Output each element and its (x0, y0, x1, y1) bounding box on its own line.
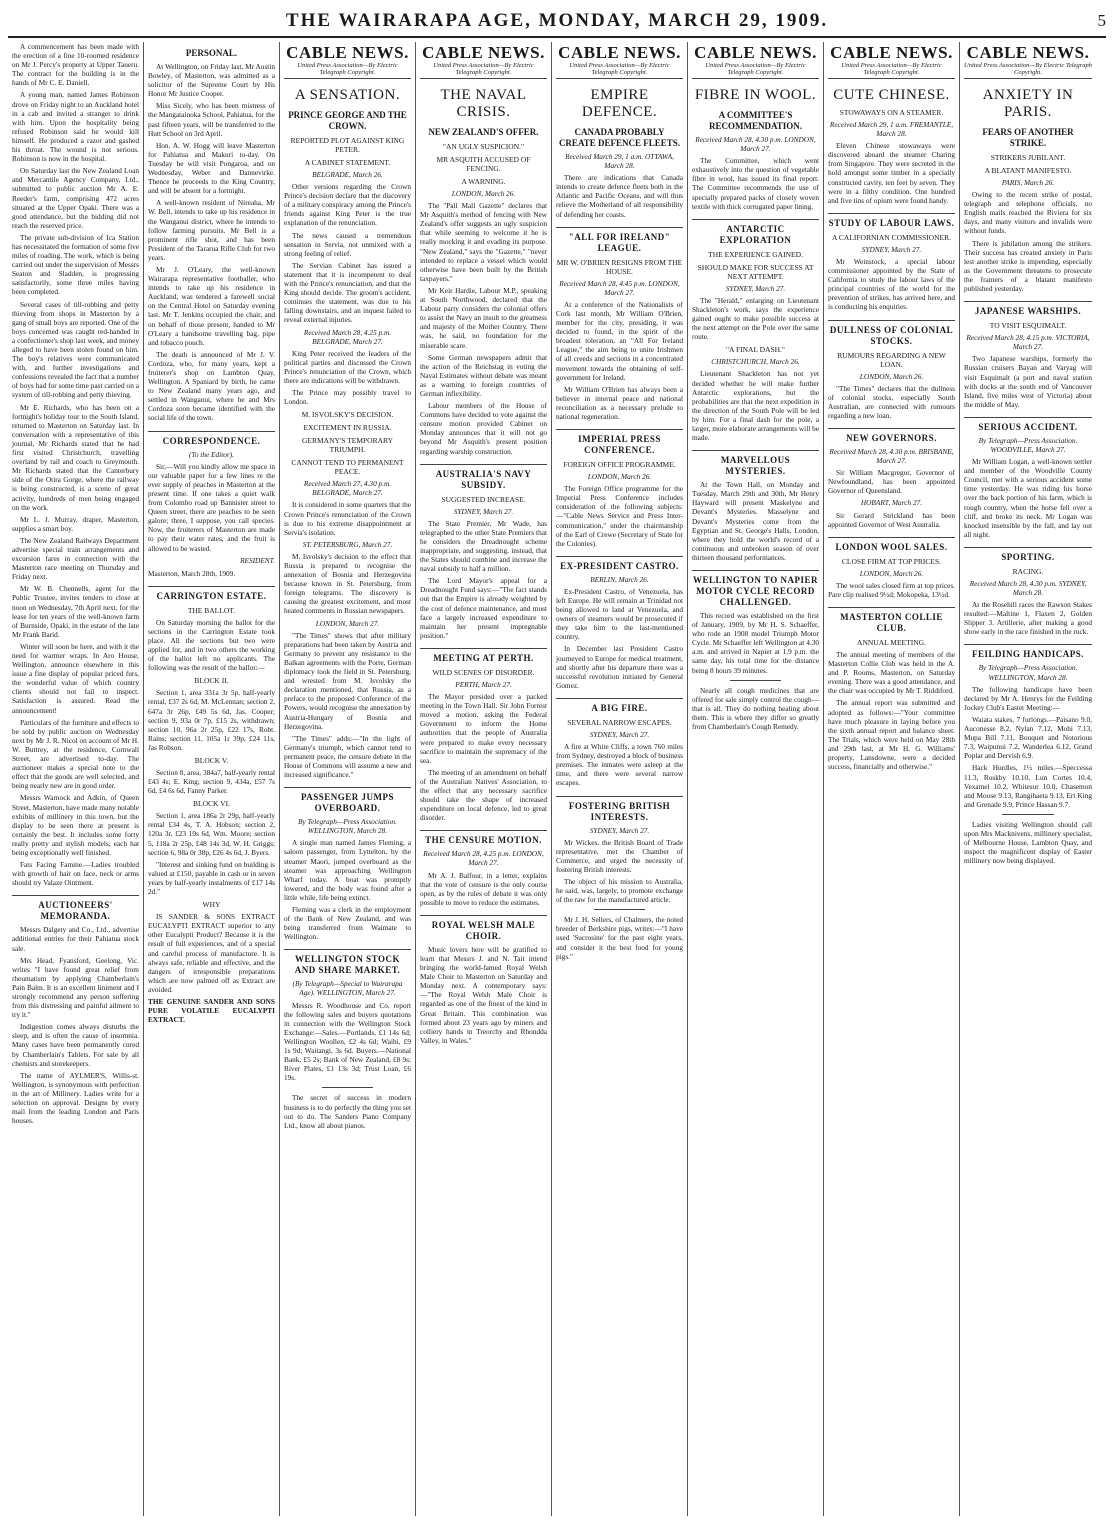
paragraph: The "Pall Mall Gazette" declares that Mr Asquith's method of fencing with New Zealand's offer suggests an ugly suspicion that while seeming to welcome it he is really mocking it and evading its purpose. "New Zealand," says the "Gazette," "never intended to replace a vessel which would otherwise have been built by the British taxpayers." (420, 201, 547, 283)
cable-news-heading: CABLE NEWS. (558, 43, 681, 62)
paragraph: Mr Wickes, the British Board of Trade representative, met the Chamber of Commerce, and urged the necessity of fostering British interests. (556, 837, 683, 874)
section-heading: "ALL FOR IRELAND" LEAGUE. (556, 227, 683, 254)
paragraph: There are indications that Canada intends to create defence fleets both in the Atlantic and Pacific Oceans, and will thus relieve the Motherland of all responsibility of defending her coasts. (556, 173, 683, 219)
section-heading: NEW GOVERNORS. (828, 428, 955, 444)
paragraph: Section 8, area, 384a7, half-yearly rental £43 4s; E. King; section 9, 434a, £57 7s 6d, £4 6s 6d, Fanny Parker. (148, 768, 275, 796)
paragraph: Winter will soon be here, and with it the need for warmer wraps. In Aro House, Wellington, announce elsewhere in this issue a fine display of popular priced furs, the wonderful value of which country clients should not fail to inspect. Satisfaction is assured. Read the announcement! (12, 641, 139, 715)
subheading: PRINCE GEORGE AND THE CROWN. (288, 110, 407, 131)
dateline: LONDON, March 26. (587, 472, 652, 482)
subheading: FEARS OF ANOTHER STRIKE. (982, 127, 1074, 148)
dateline: LONDON, March 27. (315, 618, 380, 628)
article-headline: A SENSATION. (294, 87, 401, 103)
section-heading: AUCTIONEERS' MEMORANDA. (12, 895, 139, 922)
paragraph: Eleven Chinese stowaways were discovered aboard the steamer Charing from Singapore. They were secreted in the hold amongst some timber in a specially constructed cavity, ten feet by seven. They were in a filthy condition. One hundred and five tins of opium were found handy. (828, 141, 955, 205)
paragraph: The New Zealand Railways Department advertise special train arrangements and excursion fares in connection with the Masterton race meeting on Thursday and Friday next. (12, 535, 139, 582)
dateline: PARIS, March 26. (1001, 178, 1055, 187)
paragraph: It is considered in some quarters that the Crown Prince's renunciation of the Crown is due to his extreme disappointment at Servia's isolation. (284, 500, 411, 537)
paragraph: Lieutenant Shackleton has not yet decided whether he will make further Antarctic explorations, but the probabilities are that the next expedition in the direction of the South Pole will be led by him. For a final dash for the pole, a larger, more elaborate arrangements will be made. (692, 369, 819, 443)
divider (1002, 814, 1053, 815)
section-heading: LONDON WOOL SALES. (828, 537, 955, 553)
paragraph: The Prince may possibly travel to London. (284, 388, 411, 407)
paragraph: IS SANDER & SONS EXTRACT EUCALYPTI EXTRACT superior to any other Eucalypti Product? Because it is the result of full experiences, and of a special and careful process of manufacture. It is always safe, reliable and effective, and the dangers of irresponsible preparations which are now palmed off as Extract are avoided. (148, 912, 275, 994)
paragraph: M. Isvolsky's decision to the effect that Russia is prepared to recognise the annexation of Bosnia and Herzegovina because known in St. Petersburg, from foreign telegrams. The discovery is causing the greatest excitement, and most heated comments in Russian newspapers. (284, 551, 411, 616)
dateline: Received March 28, 4.30 p.m. BRISBANE, March 27. (829, 446, 954, 466)
divider (594, 909, 645, 910)
paragraph: The Mayor presided over a packed meeting in the Town Hall. Sir John Forrest moved a motion, asking the Federal Government to inform the Home authorities that the people of Australia were prepared to make every necessary sacrifice to maintain the supremacy of the sea. (420, 692, 547, 765)
paragraph: The annual meeting of members of the Masterton Collie Club was held in the A. and P. Rooms, Masterton, on Saturday evening. There was a good attendance, and the chair was occupied by Mr T. Riddiford. (828, 650, 955, 696)
paragraph: The secret of success in modern business is to do perfectly the thing you set out to do. The Sanders Piano Company Ltd., know all about pianos. (284, 1093, 411, 1130)
advert-line: THE GENUINE SANDER AND SONS PURE VOLATILE EUCALYPTI EXTRACT. (148, 996, 275, 1025)
paragraph: At the Town Hall, on Monday and Tuesday, March 29th and 30th, Mr Henry Hayward will present Maskelyne and Devant's Mysteries. Masselyne and Devant's Mysteries come from the Egyptian and St. George's Halls, London, where they hold the world's record of a continuous and unbroken season of over thirteen thousand performances. (692, 480, 819, 562)
page-number: 5 (1097, 11, 1106, 30)
paragraph: Other versions regarding the Crown Prince's decision declare that the discovery of a military conspiracy among the Prince's friends against King Peter is the true explanation of the renunciation. (284, 182, 411, 228)
dateline: Received March 28, 4.30 p.m. LONDON, March 27. (695, 135, 816, 154)
dateline: BELGRADE, March 26. (312, 170, 383, 179)
subheading: A CALIFORNIAN COMMISSIONER. (832, 232, 951, 242)
subheading: SUGGESTED INCREASE. (441, 494, 526, 504)
cable-news-heading: CABLE NEWS. (694, 43, 817, 62)
column-local-news (8, 42, 144, 1516)
paragraph: Sir Gerard Strickland has been appointed Governor of West Australia. (828, 510, 955, 529)
paragraph: The Lord Mayor's appeal for a Dreadnought Fund says:—"The fact stands out that the Empire is already weighted by the cost of defence maintenance, and must face a largely increased expenditure to maintain her present impregnable position." (420, 576, 547, 640)
dateline: Received March 29, 1 a.m. OTTAWA, March 28. (565, 152, 674, 171)
section-heading: FOSTERING BRITISH INTERESTS. (556, 796, 683, 823)
paragraph: Mrs Head, Fyansford, Geelong, Vic. writes "I have found great relief from rheumatism by applying Chamberlain's Pain Balm. It is an excellent liniment and I strongly recommend any person suffering from this distressing and painful ailment to try it." (12, 955, 139, 1020)
paragraph: Mr William Logan, a well-known settler and member of the Woodville County Council, met with a serious accident some time yesterday. He was riding his horse over the back portion of his farm, which is rough country, when the horse fell over a cliff, and broke its neck. Mr Logan was knocked insensible by the fall, and lay out all night. (964, 457, 1092, 539)
divider (322, 1087, 373, 1088)
dateline: LONDON, March 26. (859, 371, 924, 381)
section-heading: SPORTING. (964, 547, 1092, 563)
copyright-line: United Press Association—By Electric Telegraph Copyright. (964, 62, 1092, 79)
dateline: By Telegraph—Press Association. WELLINGTON, March 28. (978, 663, 1078, 682)
subheading: SHOULD MAKE FOR SUCCESS AT NEXT ATTEMPT. (697, 262, 814, 281)
paragraph: The name of AYLMER'S, Willis-st. Wellington, is synonymous with perfection in the art of Millinery. Ladies write for a selection on approval. Designs by every mail from the leading London and Paris houses. (12, 1070, 139, 1126)
subheading: GERMANY'S TEMPORARY TRIUMPH. (301, 436, 394, 455)
paragraph: Mr L. J. Murray, draper, Masterton, supplies a smart boy. (12, 514, 139, 533)
dateline: LONDON, March 26. (451, 189, 516, 198)
subheading: "A FINAL DASH." (726, 345, 785, 355)
subheading: STOWAWAYS ON A STEAMER. (839, 108, 944, 117)
dateline: Received March 28, 4.25 p.m. BELGRADE, March 27. (303, 327, 392, 346)
dateline: By Telegraph—Press Association. WELLINGTON, March 28. (298, 817, 397, 836)
section-heading: DULLNESS OF COLONIAL STOCKS. (828, 320, 955, 347)
paragraph: The Servian Cabinet has issued a statement that it is incompetent to deal with the Prince's renunciation, and that the King should decide. The groom's accident, continues the statement, was due to his falling downstairs, and an inquest failed to reveal external injuries. (284, 260, 411, 325)
section-heading: IMPERIAL PRESS CONFERENCE. (556, 429, 683, 456)
paragraph: Several cases of till-robbing and petty thieving from shops in Masterton by a gang of small boys are reported. One of the boys concerned was caught red-handed in a confectioner's shop last week, and money alleged to have been stolen found on him. The boy's relatives were communicated with, and further investigations and confessions revealed the fact that a number of boys had for some time past carried on a system of till-robbing and petty thieving. (12, 299, 139, 400)
section-heading: MASTERTON COLLIE CLUB. (828, 607, 955, 634)
section-heading: PASSENGER JUMPS OVERBOARD. (284, 787, 411, 814)
paragraph: Mr A. J. Balfour, in a letter, explains that the vote of censure is the only course open, as by the rules of debate it was only possible to move to reduce the estimates. (420, 870, 547, 907)
paragraph: At the Rosehill races the Rawson Stakes resulted:—Maltine 1, Flaxen 2, Golden Slipper 3. Artillerie, after making a good show early in the race finished in the ruck. (964, 600, 1092, 637)
paragraph: Section 1, area 331a 3r 5p, half-yearly rental, £37 2s 6d, M. McLennan; section 2, 647a 3r 26p, £49 5s 6d, Jas. Cooper; section 9, 93a 0r 7p, £15 2s, withdrawn; section 10, 96a 2r 25p, £22 17s, Robt. Rains; section 11, 105a 1r 39p, £24 11s, Jas Robson. (148, 688, 275, 752)
paragraph: The State Premier, Mr Wade, has telegraphed to the other State Premiers that he considers the Dreadnought scheme inappropriate, and suggesting, instead, that the States should combine and increase the naval subsidy to half a million. (420, 518, 547, 574)
dateline: (By Telegraph—Special to Wairarapa Age). WELLINGTON, March 27. (292, 979, 403, 998)
subheading: BLOCK V. (194, 756, 229, 765)
dateline: PERTH, March 27. (455, 679, 512, 689)
article-headline: ANXIETY IN PARIS. (982, 87, 1074, 120)
paragraph: Mr E. Richards, who has been on a fortnight's holiday tour to the South Island, returned to Masterton on Saturday last. In conversation with a representative of this journal, Mr Richards stated that he had first visited Christchurch, travelling overland by rail and coach to Greymouth. Mr Richards stated that the Canterbury side of the Otira Gorge, where the railway is being constructed, is a scene of great activity, hundreds of men being engaged on the work. (12, 402, 139, 512)
section-heading: CARRINGTON ESTATE. (148, 586, 275, 602)
paragraph: Particulars of the furniture and effects to be sold by public auction on Wednesday next by Mr J. R. Nicol on account of Mr H. W. Buttrey, at the residence, Cornwall Street, are advertised to-day. The auctioneer makes a special note to the effect that the goods are well selected, and being nearly new are in good order. (12, 717, 139, 791)
dateline: Masterton, March 28th, 1909. (148, 568, 236, 578)
copyright-line: United Press Association—By Electric Telegraph Copyright. (828, 62, 955, 79)
paragraph: The news caused a tremendous sensation in Servia, not unmixed with a strong feeling of relief. (284, 230, 411, 258)
masthead (8, 6, 1106, 38)
dateline: SYDNEY, March 27. (589, 825, 650, 835)
paragraph: Messrs Warnock and Adkin, of Queen Street, Masterton, have made many notable exhibits of millinery in this town, but the display to be seen there at present is certainly the best. It includes some forty really pretty and stylish models, each hat being exceptionally well finished. (12, 793, 139, 857)
paragraph: "The Times" declares that the dullness of colonial stocks, especially South Australian, are connected with rumours regarding a new loan. (828, 383, 955, 420)
section-heading: PERSONAL. (185, 48, 238, 58)
dateline: Received March 28, 4.25 p.m. LONDON, March 27. (423, 849, 544, 868)
paragraph: Mr Weinstock, a special labour commissioner appointed by the State of California to study the labour laws of the principal countries of the world for the prevention of strikes, has arrived here, and is conducting his enquiries. (828, 256, 955, 312)
dateline: LONDON, March 26. (859, 568, 924, 578)
paragraph: Section 1, area 186a 2r 29p, half-yearly rental £34 4s, T. A. Hobson; section 2, 120a 3r, £23 19s 6d, Wm. Moore; section 5, 118a 2r 25p, £48 14s 3d, W. H. Griggs; section 6, 98a 0r 38p, £26 4s 6d, J. Byers. (148, 811, 275, 857)
dateline: SYDNEY, March 27. (589, 729, 650, 739)
dateline: BERLIN, March 26. (590, 574, 649, 584)
subheading: NEW ZEALAND'S OFFER. (428, 127, 539, 137)
paragraph: Messrs Dalgety and Co., Ltd., advertise additional entries for their Pahiatua stock sale. (12, 925, 139, 953)
section-heading: STUDY OF LABOUR LAWS. (828, 213, 955, 229)
subheading: FOREIGN OFFICE PROGRAMME. (563, 460, 676, 470)
article-headline: THE NAVAL CRISIS. (440, 87, 527, 120)
article-headline: FIBRE IN WOOL. (694, 87, 817, 103)
subheading: BLOCK VI. (193, 799, 230, 809)
copyright-line: United Press Association—By Electric Telegraph Copyright. (284, 62, 411, 79)
dateline: CHRISTCHURCH, March 26. (711, 357, 800, 367)
newspaper-title: THE WAIRARAPA AGE, MONDAY, MARCH 29, 1909. (285, 10, 829, 31)
section-heading: SERIOUS ACCIDENT. (964, 417, 1092, 433)
paragraph: This record was established on the first of January, 1909, by Mr H. S. Schaeffer, who rode an 1908 model Triumph Motor Cycle. Mr Schaeffer left Wellington at 4.30 a.m. and arrived in Napier at 1.9 p.m. the same day, his total time for the distance being 8 hours 39 minutes. (692, 611, 819, 675)
paragraph: The wool sales closed firm at top prices. Pare clip realised 9½d; Mokopeka, 13½d. (828, 580, 955, 599)
paragraph: Mr J. O'Leary, the well-known Wairarapa representative footballer, who intends to take up his residence in Auckland, was tendered a farewell social on the Central Hotel on Saturday evening last. Mr T. Jenkins occupied the chair, and on behalf of those present, handed to Mr O'Leary a handsome travelling bag, pipe and tobacco pouch. (148, 264, 275, 347)
paragraph: Mr William O'Brien has always been a believer in internal peace and national reconciliation as a necessary prelude to national regeneration. (556, 384, 683, 421)
paragraph: In December last President Castro journeyed to Europe for medical treatment, and shortly after his departure there was a successful revolution initiated by General Gomez. (556, 644, 683, 690)
paragraph: "Interest and sinking fund on building is valued at £150, payable in cash or in seven years by half-yearly instalments of £17 14s 2d." (148, 859, 275, 897)
paragraph: The object of his mission to Australia, he said, was, largely, to promote exchange of the raw for the manufactured article. (556, 876, 683, 905)
paragraph: Owing to the recent strike of postal, telegraph and telephone officials, no English mails reached the Riviera for six days, and many visitors and invalids were without funds. (964, 190, 1092, 236)
dateline: Received March 28, 4.15 p.m. VICTORIA, March 27. (966, 333, 1090, 352)
dateline: Received March 28, 4.30 p.m. SYDNEY, March 28. (969, 578, 1087, 597)
paragraph: Fleming was a clerk in the employment of the Bank of New Zealand, and was being transferred from Waimate to Wellington. (284, 905, 411, 942)
signature: RESIDENT. (240, 555, 275, 565)
section-heading: THE CENSURE MOTION. (420, 830, 547, 846)
cable-news-heading: CABLE NEWS. (830, 43, 953, 62)
paragraph: The private sub-division of Ica Station has necessitated the formation of some five miles of roading. The work, which is being carried out under the supervision of Messrs Seaton and Sladden, is progressing satisfactorily, some three miles having been completed. (12, 232, 139, 297)
paragraph: Ladies visiting Wellington should call upon Mrs Macknivens, millinery specialist, of Melbourne House, Lambton Quay, and inspect the magnificent display of Easter millinery now being displayed. (964, 819, 1092, 866)
subheading: CANADA PROBABLY CREATE DEFENCE FLEETS. (558, 127, 681, 148)
section-heading: WELLINGTON TO NAPIER MOTOR CYCLE RECORD CHALLENGED. (692, 570, 819, 608)
paragraph: Messrs R. Woodhouse and Co. report the following sales and buyers quotations in connection with the Wellington Stock Exchange:—Sales.—Portlands, £1 14s 6d; Wellington Woollen, £2 4s 6d; Waihi, £9 1s 9d; Waitangi, 3s 6d. Buyers.—National Bank, £5 2s; Bank of New Zealand, £8 9s; River Plates, £1 13s 3d; Trust Loan, £6 19s. (284, 1000, 411, 1083)
subheading: TO VISIT ESQUIMALT. (989, 321, 1067, 331)
paragraph: The meeting of an amendment on behalf of the Australian Natives' Association, to the effect that any necessary sacrifice should take the shape of increased expenditure on local defence, led to great disorder. (420, 767, 547, 823)
subheading: THE BALLOT. (187, 605, 236, 615)
subheading: MR W. O'BRIEN RESIGNS FROM THE HOUSE. (556, 257, 683, 276)
paragraph: A fire at White Cliffs, a town 760 miles from Sydney, destroyed a block of business premises. The inmates were asleep at the time, and there were several narrow escapes. (556, 742, 683, 788)
subheading: MR ASQUITH ACCUSED OF FENCING. (436, 155, 531, 173)
section-heading: AUSTRALIA'S NAVY SUBSIDY. (420, 464, 547, 491)
column-cable-chinese (824, 42, 960, 1516)
paragraph: Waiata stakes, 7 furlongs.—Paisano 9.0, Auconesse 8.2, Nylan 7.12, Mohi 7.13, Mupa Bill 7.11, Bouquet and Notorious 7.3, Waipunui 7.2, Wanderlea 6.12, Grand Poplar and Dervish 6.9. (964, 714, 1092, 761)
section-heading: JAPANESE WARSHIPS. (964, 301, 1092, 317)
paragraph: The following handicaps have been declared by Mr A. Henrys for the Feilding Jockey Club's Easter Meeting:— (964, 684, 1092, 712)
subheading: CLOSE FIRM AT TOP PRICES. (841, 556, 942, 566)
paragraph: A young man, named James Robinson drove on Friday night to an Auckland hotel in a cab and invited a stranger to drink with him. Upon the hospitality being refused Robinson said he would kill himself. He produced a razor and gashed his throat. The wound is not serious. Robinson is now in the hospital. (12, 90, 139, 164)
cable-news-heading: CABLE NEWS. (286, 43, 409, 62)
paragraph: Ex-President Castro, of Venezuela, has left Europe. He will remain at Trinidad not being allowed to land at Venezuela, and owners of steamers would be prosecuted if they take him to the last-mentioned country. (556, 586, 683, 642)
paragraph: The annual report was submitted and adopted as follows:—"Your committee have much pleasure in laying before you the sixth annual report and balance sheet. The Trials, which were held on May 28th and 29th last, at Mr H. G. Williams' property, Lansdowne, were a decided success, financially and otherwise." (828, 698, 955, 772)
paragraph: Sir,—Will you kindly allow me space in our valuable paper for a few lines re the ever supply of peaches in Masterton at the present time. If one takes a quiet walk from Colombo road up Bannister street to Queen street, there are peaches to be seen galore; three, I suppose, you call species. Now, the fruiterers of Masterton are made to pay their water rates, and the fruit is allowed to be wasted. (148, 461, 275, 553)
dateline: SYDNEY, March 27. (453, 506, 514, 516)
subheading: A COMMITTEE'S RECOMMENDATION. (708, 110, 803, 131)
section-heading: MEETING AT PERTH. (420, 648, 547, 664)
cable-news-heading: CABLE NEWS. (422, 43, 545, 62)
subheading: "AN UGLY SUSPICION." (442, 142, 525, 151)
paragraph: Hon. A. W. Hogg will leave Masterton for Pahiatua and Makuri to-day. On Tuesday he will visit Pongaroa, and on Wednesday, Weber and Dannevirke. Thence he proceeds to the King Country, and will be absent for a fortnight. (148, 140, 275, 196)
paragraph: "The Times" shows that after military preparations had been taken by Austria and Germany to prevent any resistance to the Balkan agreements with the Porte, German diplomacy took the field in St. Petersburg, and wrested from M. Isvolsky the declaration mentioned, that Russia, as a preface to the proposed Conference of the Powers, would recognise the annexation by Austria-Hungary of Bosnia and Herzegovina. (284, 630, 411, 731)
subheading: EXCITEMENT IN RUSSIA. (303, 423, 392, 433)
paragraph: Two Japanese warships, formerly the Russian cruisers Bayan and Varyag will visit Esquimalt (a port and naval station with docks at the south end of Vancouver Island, five miles west of Victoria) about the middle of May. (964, 354, 1092, 409)
section-heading: FEILDING HANDICAPS. (964, 644, 1092, 660)
paragraph: Indigestion comes always disturbs the sleep, and is often the cause of insomnia. Many cases have been permanently cured by Chamberlain's Tablets. For sale by all chemists and storekeepers. (12, 1022, 139, 1068)
subheading: A CABINET STATEMENT. (304, 158, 391, 167)
paragraph: Labour members of the House of Commons have decided to vote against the censure motion provided Cabinet on Monday announces that it will not go beyond Mr Asquith's present position regarding warship construction. (420, 401, 547, 456)
subheading: SEVERAL NARROW ESCAPES. (567, 717, 672, 727)
column-cable-fibre (688, 42, 824, 1516)
subheading: REPORTED PLOT AGAINST KING PETER. (290, 136, 405, 154)
paragraph: A well-known resident of Nireaha, Mr W. Bell, intends to take up his residence in the Wanganui district, where he intends to follow farming pursuits. Mr Bell is a prominent rifle shot, and has been President of the Tararua Rifle Club for two years. (148, 198, 275, 262)
column-personal (144, 42, 280, 1516)
subheading: ANNUAL MEETING. (857, 638, 926, 647)
paragraph: Miss Sicely, who has been mistress of the Mangatainoka School, Pahiatua, for the past fifteen years, will be transferred to the Hutt School on 3rd April. (148, 101, 275, 138)
dateline: HOBART, March 27. (860, 498, 923, 508)
article-headline: CUTE CHINESE. (833, 87, 950, 103)
paragraph: Music lovers here will be gratified to learn that Messrs J. and N. Tait intend bringing the world-famed Royal Welsh Male Choir to Masterton on Saturday and Monday next. A contemporary says:—"The Royal Welsh Male Choir is regarded as one of the finest of the kind in Great Britain. This combination was formed about 23 years ago by miners and colliery hands in Treorchy and Rhondda Valley, in Wales." (420, 944, 547, 1045)
paragraph: "The Times" adds:—"In the light of Germany's triumph, which cannot tend to permanent peace, the censure debate in the House of Commons will assume a new and increased significance." (284, 733, 411, 780)
column-cable-naval (416, 42, 552, 1516)
paragraph: The death is announced of Mr J. V. Cordoza, who, for many years, kept a fruiterer's shop on Lambton Quay, Wellington. A Spaniard by birth, he came to New Zealand many years ago, and settled in Wanganui, where he and Mrs Cordoza soon became identified with the social life of the town. (148, 349, 275, 423)
subheading: (To the Editor). (189, 449, 234, 459)
dateline: SYDNEY, March 27. (861, 244, 922, 254)
cable-news-heading: CABLE NEWS. (966, 43, 1090, 62)
dateline: Received March 27, 4.30 p.m. BELGRADE, March 27. (303, 479, 392, 498)
paragraph: A single man named James Fleming, a saloon passenger, from Lyttelton, by the steamer Maori, jumped overboard as the steamer was approaching Wellington Wharf today. A boat was promptly lowered, and the body was found after a little while, life being extinct. (284, 838, 411, 902)
paragraph: At Wellington, on Friday last, Mr Austin Bowley, of Masterton, was admitted as a solicitor of the Supreme Court by His Honor Mr Justice Cooper. (148, 62, 275, 99)
dateline: ST. PETERSBURG, March 27. (302, 539, 393, 549)
subheading: M. ISVOLSKY'S DECISION. (301, 410, 394, 420)
paragraph: Sir William Macgregor, Governor of Newfoundland, has been appointed Governor of Queensland. (828, 468, 955, 496)
copyright-line: United Press Association—By Electric Telegraph Copyright. (420, 62, 547, 79)
subheading: RACING. (1012, 566, 1044, 576)
paragraph: Fats Facing Famine.—Ladies troubled with growth of hair on face, neck or arms should try Valaze Ointment. (12, 860, 139, 888)
subheading: RUMOURS REGARDING A NEW LOAN. (837, 350, 946, 369)
copyright-line: United Press Association—By Electric Telegraph Copyright. (692, 62, 819, 79)
column-cable-paris (960, 42, 1096, 1516)
subheading: WHY (202, 900, 221, 910)
section-heading: ROYAL WELSH MALE CHOIR. (420, 915, 547, 942)
paragraph: A commencement has been made with the erection of a fine 10-roomed residence on Mr J. Percy's property at Upper Taueru. The contract for the building is in the hands of Mr C. E. Daniell. (12, 42, 139, 88)
paragraph: The Foreign Office programme for the Imperial Press Conference includes consideration of the following subjects:—"Cable News Service and Press Inter-communication," under the chairmanship of the Earl of Crewe (Secretary of State for the Colonies). (556, 484, 683, 548)
section-heading: EX-PRESIDENT CASTRO. (556, 556, 683, 572)
paragraph: There is jubilation among the strikers. Their success has created anxiety in Paris lest another strike is impending, especially as the Government threatens to prosecute the framers of a blatant manifesto published yesterday. (964, 238, 1092, 294)
section-heading: CORRESPONDENCE. (148, 431, 275, 447)
dateline: By Telegraph—Press Association. WOODVILLE, March 27. (978, 435, 1078, 454)
dateline: Received March 29, 1 a.m. FREMANTLE, March 28. (829, 120, 954, 139)
dateline: Received March 28, 4.45 p.m. LONDON, March 27. (559, 278, 680, 297)
subheading: THE EXPERIENCE GAINED. (708, 249, 803, 259)
subheading: A WARNING. (461, 177, 506, 186)
subheading: A BLATANT MANIFESTO. (984, 166, 1072, 175)
paragraph: The "Herald," enlarging on Lieutenant Shackleton's work, says the experience gained ought to make possible success at the next attempt on the Pole over the same route. (692, 295, 819, 342)
column-cable-empire (552, 42, 688, 1516)
section-heading: ANTARCTIC EXPLORATION (692, 219, 819, 246)
paragraph: The Committee, which went exhaustively into the question of vegetable fibre in wool, has issued its final report. The Committee recommends the use of specially prepared packs of closely woven textile with thick corrugated paper lining. (692, 156, 819, 211)
section-heading: WELLINGTON STOCK AND SHARE MARKET. (284, 949, 411, 976)
column-cable-sensation (280, 42, 416, 1516)
subheading: BLOCK II. (194, 676, 229, 686)
paragraph: At a conference of the Nationalists of Cork last month, Mr William O'Brien, member for the city, presiding, it was decided to found, in the spirit of the broadest toleration, an "All For Ireland League," the aim being to unite Irishmen of all creeds and sections in a concentrated movement towards the obtaining of self-government for Ireland. (556, 299, 683, 382)
paragraph: Some German newspapers admit that the action of the Reichstag in voting the Naval Estimates without debate was meant as a warning to foreign countries of German inflexibility. (420, 352, 547, 398)
paragraph: King Peter received the leaders of the political parties and discussed the Crown Prince's renunciation of the Crown, which there are indications will be withdrawn. (284, 348, 411, 385)
article-headline: EMPIRE DEFENCE. (581, 87, 658, 120)
subheading: STRIKERS JUBILANT. (990, 153, 1066, 162)
paragraph: Nearly all cough medicines that are offered for sale simply control the cough—that is all. They do nothing healing about them. This is where they differ so greatly from Chamberlain's Cough Remedy. (692, 685, 819, 732)
paragraph: Hack Hurdles, 1½ miles.—Speccessa 11.3, Roskby 10.10, Lun Cortes 10.4, Vexamel 10.2, Whitesur 10.0, Chasemon and Moose 9.13, Rangihaeta 9.13, Ert King and Grenade 9.9, Prince Hassan 9.7. (964, 763, 1092, 809)
paragraph: On Saturday last the New Zealand Loan and Mercantile Agency Company, Ltd., submitted to public auction Mr A. E. Reeder's farm, comprising 472 acres situated at the Upper Opaki. There was a good attendance, but the bidding did not reach the reserved price. (12, 166, 139, 230)
section-heading: MARVELLOUS MYSTERIES. (692, 450, 819, 477)
copyright-line: United Press Association—By Electric Telegraph Copyright. (556, 62, 683, 79)
columns (8, 42, 1106, 1516)
section-heading: A BIG FIRE. (556, 698, 683, 714)
divider (730, 680, 781, 681)
subheading: CANNOT TEND TO PERMANENT PEACE. (291, 458, 404, 477)
subheading: WILD SCENES OF DISORDER. (432, 667, 535, 677)
paragraph: Mr Keir Hardie, Labour M.P., speaking at South Northwood, declared that the Labour party considers the colonial offers to assist the Navy an insult to the greatness and majesty of the Mother Country. There was, he said, no foundation for the miserable scare. (420, 285, 547, 350)
dateline: SYDNEY, March 27. (725, 283, 786, 293)
paragraph: Mr J. H. Sellers, of Chalmers, the noted breeder of Berkshire pigs, writes:—"I have used 'Sucrosine' for the past eight years, and consider it the best food for young pigs." (556, 915, 683, 961)
paragraph: Mr W. B. Chennells, agent for the Public Trustee, invites tenders to close at noon on Wednesday, 7th April next, for the lease for ten years of the well-known farm of Burnside, Opaki, in the estate of the late Mr Frank Barid. (12, 584, 139, 639)
paragraph: On Saturday morning the ballot for the sections in the Carrington Estate took place. All the sections but two were applied for, and in two others the working of the ballot left no applicants. The following was the result of the ballot:— (148, 617, 275, 673)
